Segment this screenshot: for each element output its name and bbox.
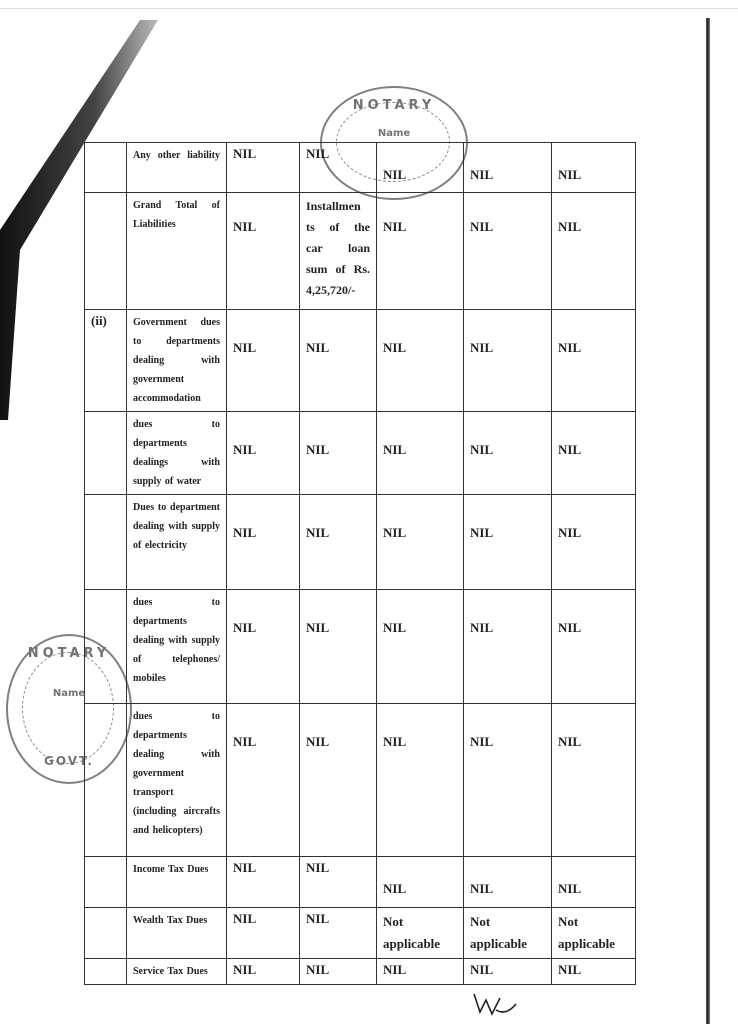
- loan-line: Installmen: [306, 199, 361, 213]
- value-cell: NIL: [377, 193, 464, 310]
- value-cell: NIL: [552, 310, 636, 412]
- value-cell: NIL: [300, 412, 377, 495]
- value-cell: NIL: [227, 590, 300, 704]
- description-cell: Any other liability: [127, 143, 227, 193]
- serial-cell: [85, 495, 127, 590]
- description-cell: Government dues to departments dealing with government accommodation: [127, 310, 227, 412]
- serial-cell: [85, 908, 127, 959]
- car-loan-cell: [300, 193, 377, 310]
- description-cell: dues to departments dealings with supply of water: [127, 412, 227, 495]
- loan-line: 4,25,720/-: [306, 283, 356, 297]
- value-cell: Not applicable: [464, 908, 552, 959]
- value-cell: NIL: [300, 495, 377, 590]
- value-cell: NIL: [464, 857, 552, 908]
- serial-cell: [85, 412, 127, 495]
- value-cell: NIL: [552, 193, 636, 310]
- value-cell: NIL: [227, 193, 300, 310]
- value-cell: NIL: [464, 412, 552, 495]
- value-cell: NIL: [227, 704, 300, 857]
- stamp-ring-text: NOTARY: [352, 98, 436, 113]
- loan-line: sum of Rs.: [306, 262, 370, 276]
- value-cell: NIL: [552, 495, 636, 590]
- signature-mark: [470, 990, 520, 1018]
- table-row: [85, 412, 636, 495]
- value-cell: NIL: [552, 959, 636, 985]
- table-row: [85, 495, 636, 590]
- value-cell: NIL: [227, 495, 300, 590]
- serial-cell: [85, 193, 127, 310]
- serial-cell: (ii): [85, 310, 127, 412]
- value-cell: NIL: [377, 495, 464, 590]
- value-cell: NIL: [377, 857, 464, 908]
- value-cell: NIL: [377, 704, 464, 857]
- value-cell: NIL: [300, 908, 377, 959]
- table-row: [85, 590, 636, 704]
- value-cell: NIL: [552, 704, 636, 857]
- table-row: [85, 704, 636, 857]
- value-cell: NIL: [464, 959, 552, 985]
- value-cell: Not applicable: [552, 908, 636, 959]
- serial-cell: [85, 704, 127, 857]
- table-row: [85, 857, 636, 908]
- description-cell: dues to departments dealing with supply of telephones/ mobiles: [127, 590, 227, 704]
- table-row: [85, 908, 636, 959]
- value-cell: NIL: [300, 143, 377, 193]
- stamp-bottom-text: GOVT.: [44, 754, 94, 768]
- serial-cell: [85, 959, 127, 985]
- page-right-edge: [706, 18, 710, 1024]
- value-cell: NIL: [464, 310, 552, 412]
- value-cell: NIL: [464, 143, 552, 193]
- value-cell: NIL: [464, 193, 552, 310]
- value-cell: NIL: [227, 310, 300, 412]
- value-cell: NIL: [300, 590, 377, 704]
- serial-cell: [85, 857, 127, 908]
- value-cell: NIL: [552, 590, 636, 704]
- stamp-center-text: Name: [377, 128, 411, 139]
- value-cell: NIL: [552, 143, 636, 193]
- value-cell: NIL: [377, 590, 464, 704]
- value-cell: NIL: [464, 495, 552, 590]
- value-cell: NIL: [227, 908, 300, 959]
- value-cell: NIL: [377, 310, 464, 412]
- serial-cell: [85, 143, 127, 193]
- value-cell: NIL: [464, 590, 552, 704]
- description-cell: Income Tax Dues: [127, 857, 227, 908]
- table-row: [85, 959, 636, 985]
- value-cell: NIL: [300, 959, 377, 985]
- value-cell: Not applicable: [377, 908, 464, 959]
- value-cell: NIL: [300, 704, 377, 857]
- description-cell: Dues to department dealing with supply of electricity: [127, 495, 227, 590]
- value-cell: NIL: [227, 857, 300, 908]
- stamp-center-text: Name: [52, 688, 86, 699]
- table-row: [85, 310, 636, 412]
- value-cell: NIL: [300, 857, 377, 908]
- value-cell: NIL: [377, 143, 464, 193]
- description-cell: Wealth Tax Dues: [127, 908, 227, 959]
- value-cell: NIL: [377, 959, 464, 985]
- value-cell: NIL: [300, 310, 377, 412]
- value-cell: NIL: [464, 704, 552, 857]
- table-row: [85, 193, 636, 310]
- description-cell: dues to departments dealing with government transport (including aircrafts and helicopters): [127, 704, 227, 857]
- page-top-edge: [0, 8, 738, 9]
- value-cell: NIL: [227, 412, 300, 495]
- table-row: [85, 143, 636, 193]
- stamp-ring-text: NOTARY: [27, 646, 111, 661]
- value-cell: NIL: [377, 412, 464, 495]
- loan-line: car loan: [306, 241, 370, 255]
- value-cell: NIL: [552, 857, 636, 908]
- liabilities-table: [84, 142, 636, 985]
- value-cell: NIL: [552, 412, 636, 495]
- value-cell: NIL: [227, 143, 300, 193]
- loan-line: ts of the: [306, 220, 370, 234]
- description-cell: Service Tax Dues: [127, 959, 227, 985]
- serial-cell: [85, 590, 127, 704]
- value-cell: NIL: [227, 959, 300, 985]
- description-cell: Grand Total of Liabilities: [127, 193, 227, 310]
